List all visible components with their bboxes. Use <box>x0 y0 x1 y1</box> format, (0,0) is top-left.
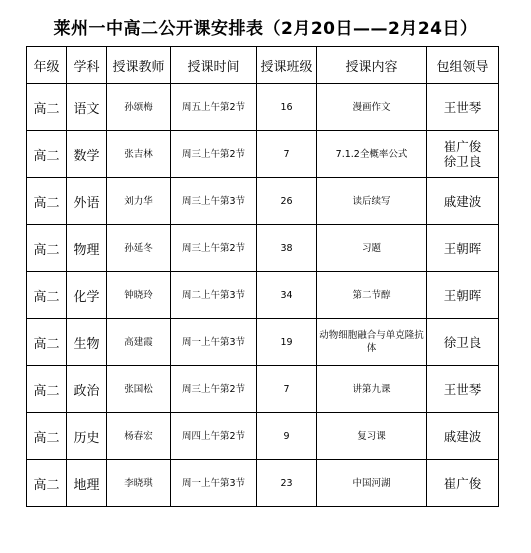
cell-content: 漫画作文 <box>317 84 427 131</box>
cell-content: 动物细胞融合与单克隆抗体 <box>317 319 427 366</box>
table-row <box>27 460 499 507</box>
header-leader: 包组领导 <box>427 47 499 84</box>
cell-content: 7.1.2全概率公式 <box>317 131 427 178</box>
cell-time: 周一上午第3节 <box>171 319 257 366</box>
cell-content: 读后续写 <box>317 178 427 225</box>
cell-teacher: 张国松 <box>107 366 171 413</box>
cell-subject: 化学 <box>67 272 107 319</box>
cell-leader: 崔广俊 <box>427 460 499 507</box>
cell-time: 周三上午第2节 <box>171 366 257 413</box>
cell-leader: 王世琴 <box>427 84 499 131</box>
cell-grade: 高二 <box>27 366 67 413</box>
cell-teacher: 杨春宏 <box>107 413 171 460</box>
cell-grade: 高二 <box>27 460 67 507</box>
cell-teacher: 孙延冬 <box>107 225 171 272</box>
cell-subject: 政治 <box>67 366 107 413</box>
cell-subject: 数学 <box>67 131 107 178</box>
cell-teacher: 李晓琪 <box>107 460 171 507</box>
cell-subject: 物理 <box>67 225 107 272</box>
page-title: 莱州一中高二公开课安排表（2月20日——2月24日） <box>53 19 478 39</box>
cell-leader: 王朝晖 <box>427 225 499 272</box>
cell-leader: 王朝晖 <box>427 272 499 319</box>
header-row <box>27 47 499 84</box>
cell-teacher: 刘力华 <box>107 178 171 225</box>
table-row <box>27 84 499 131</box>
cell-class: 19 <box>257 319 317 366</box>
cell-time: 周一上午第3节 <box>171 460 257 507</box>
cell-grade: 高二 <box>27 131 67 178</box>
cell-class: 7 <box>257 131 317 178</box>
cell-content: 中国河湖 <box>317 460 427 507</box>
cell-grade: 高二 <box>27 319 67 366</box>
table-row <box>27 225 499 272</box>
cell-subject: 生物 <box>67 319 107 366</box>
cell-leader: 戚建波 <box>427 178 499 225</box>
cell-class: 23 <box>257 460 317 507</box>
table-body <box>27 84 499 507</box>
table-row <box>27 319 499 366</box>
cell-content: 讲第九课 <box>317 366 427 413</box>
cell-grade: 高二 <box>27 413 67 460</box>
cell-class: 7 <box>257 366 317 413</box>
cell-teacher: 张吉林 <box>107 131 171 178</box>
table-row <box>27 413 499 460</box>
cell-grade: 高二 <box>27 84 67 131</box>
cell-time: 周四上午第2节 <box>171 413 257 460</box>
cell-teacher: 孙颂梅 <box>107 84 171 131</box>
header-subject: 学科 <box>67 47 107 84</box>
header-class: 授课班级 <box>257 47 317 84</box>
cell-subject: 外语 <box>67 178 107 225</box>
cell-time: 周二上午第3节 <box>171 272 257 319</box>
cell-grade: 高二 <box>27 178 67 225</box>
cell-grade: 高二 <box>27 272 67 319</box>
header-time: 授课时间 <box>171 47 257 84</box>
cell-leader: 徐卫良 <box>427 319 499 366</box>
header-grade: 年级 <box>27 47 67 84</box>
cell-leader: 王世琴 <box>427 366 499 413</box>
table-row <box>27 178 499 225</box>
schedule-table <box>26 46 499 507</box>
cell-leader: 戚建波 <box>427 413 499 460</box>
cell-leader: 崔广俊 徐卫良 <box>427 131 499 178</box>
cell-time: 周三上午第2节 <box>171 225 257 272</box>
cell-time: 周三上午第2节 <box>171 131 257 178</box>
cell-class: 34 <box>257 272 317 319</box>
cell-class: 26 <box>257 178 317 225</box>
cell-class: 16 <box>257 84 317 131</box>
cell-content: 习题 <box>317 225 427 272</box>
header-teacher: 授课教师 <box>107 47 171 84</box>
table-row <box>27 272 499 319</box>
table-row <box>27 366 499 413</box>
cell-class: 9 <box>257 413 317 460</box>
cell-time: 周五上午第2节 <box>171 84 257 131</box>
cell-teacher: 钟晓玲 <box>107 272 171 319</box>
cell-content: 复习课 <box>317 413 427 460</box>
cell-teacher: 高建霞 <box>107 319 171 366</box>
cell-subject: 地理 <box>67 460 107 507</box>
cell-time: 周三上午第3节 <box>171 178 257 225</box>
cell-subject: 语文 <box>67 84 107 131</box>
header-content: 授课内容 <box>317 47 427 84</box>
table-row <box>27 131 499 178</box>
cell-grade: 高二 <box>27 225 67 272</box>
cell-subject: 历史 <box>67 413 107 460</box>
cell-class: 38 <box>257 225 317 272</box>
cell-content: 第二节醇 <box>317 272 427 319</box>
